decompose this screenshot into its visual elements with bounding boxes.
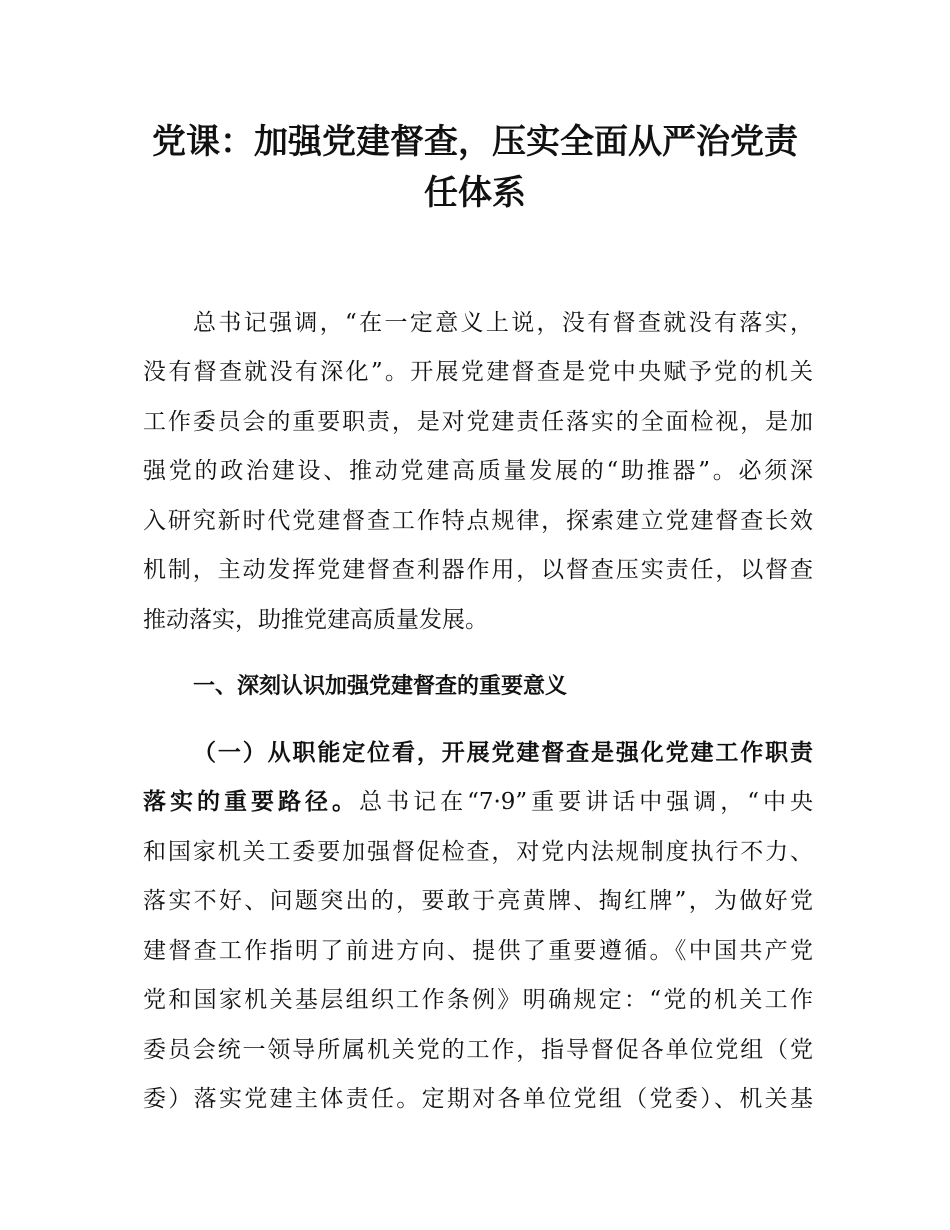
text-line: 建督查工作指明了前进方向、提供了重要遵循。《中国共产党 bbox=[143, 938, 813, 964]
document-title-line-1: 党课：加强党建督查，压实全面从严治党责 bbox=[152, 122, 798, 162]
text-line: 总书记强调，“在一定意义上说，没有督查就没有落实， bbox=[193, 310, 813, 336]
text-line: 委员会统一领导所属机关党的工作，指导督促各单位党组（党 bbox=[143, 1037, 813, 1063]
text-line: 和国家机关工委要加强督促检查，对党内法规制度执行不力、 bbox=[143, 839, 813, 865]
text-line: 委）落实党建主体责任。定期对各单位党组（党委）、机关基 bbox=[143, 1086, 813, 1112]
section-heading: 一、深刻认识加强党建督查的重要意义 bbox=[193, 674, 568, 699]
text-span: 总书记在“7·9”重要讲话中强调，“中央 bbox=[359, 789, 814, 815]
subsection-heading-tail: 落实的重要路径。 bbox=[143, 789, 360, 815]
text-line: 强党的政治建设、推动党建高质量发展的“助推器”。必须深 bbox=[143, 458, 813, 484]
text-line: 工作委员会的重要职责，是对党建责任落实的全面检视，是加 bbox=[143, 409, 813, 435]
text-line: 没有督查就没有深化”。开展党建督查是党中央赋予党的机关 bbox=[143, 359, 813, 385]
subsection-heading: （一）从职能定位看，开展党建督查是强化党建工作职责 bbox=[193, 740, 813, 766]
text-line: 推动落实，助推党建高质量发展。 bbox=[143, 607, 488, 633]
text-line bbox=[143, 782, 813, 822]
document-title-line-2: 任体系 bbox=[424, 173, 526, 213]
text-line: 党和国家机关基层组织工作条例》明确规定：“党的机关工作 bbox=[143, 987, 813, 1013]
text-line: 机制，主动发挥党建督查利器作用，以督查压实责任，以督查 bbox=[143, 557, 813, 583]
text-line: 落实不好、问题突出的，要敢于亮黄牌、掏红牌”，为做好党 bbox=[143, 888, 813, 914]
text-line: 入研究新时代党建督查工作特点规律，探索建立党建督查长效 bbox=[143, 508, 813, 534]
